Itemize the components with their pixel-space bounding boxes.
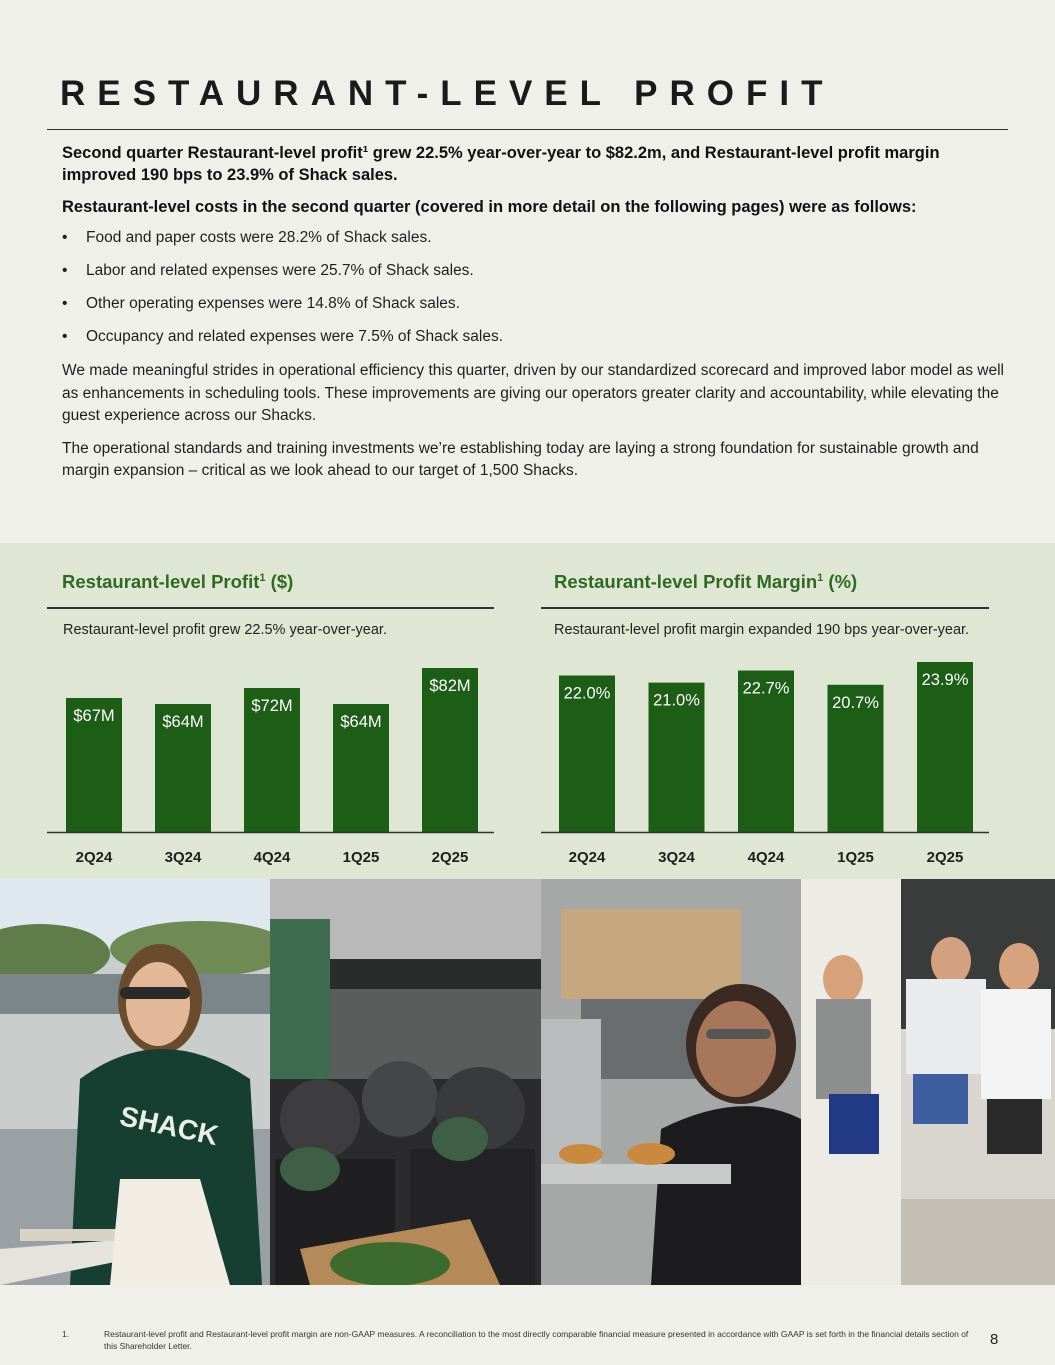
category-label: 2Q24 <box>75 849 113 866</box>
footnote-number: 1. <box>62 1329 70 1339</box>
chart-title: Restaurant-level Profit$^1$ ($) <box>62 571 294 592</box>
title-divider <box>47 129 1008 130</box>
chart-plot <box>0 543 527 879</box>
chart-margin <box>527 543 1055 879</box>
list-item: • Occupancy and related expenses were 7.5% of Shack sales. <box>62 327 1017 347</box>
category-label: 2Q25 <box>926 849 964 866</box>
footnote-text: Restaurant-level profit and Restaurant-level profit margin are non-GAAP measures. A reconciliation to the most directly comparable financial measure presented in accordance with GAAP is set forth in the financial details section of this Shareholder Letter. <box>104 1329 969 1351</box>
chart-subtitle: Restaurant-level profit grew 22.5% year-over-year. <box>63 622 387 638</box>
category-label: 1Q25 <box>342 849 380 866</box>
category-label: 2Q24 <box>568 849 606 866</box>
page-number: 8 <box>990 1331 999 1348</box>
photo-strip <box>0 879 1055 1285</box>
list-item: • Labor and related expenses were 25.7% of Shack sales. <box>62 261 1017 281</box>
photo-employee-with-tray <box>541 879 801 1285</box>
photo-kids-shakes <box>801 879 1055 1285</box>
page-title: RESTAURANT-LEVEL PROFIT <box>60 74 835 113</box>
photo-kids-shakes-image <box>801 879 1055 1285</box>
lead-paragraph-2: Restaurant-level costs in the second quarter (covered in more detail on the following pages) were as follows: <box>62 198 917 216</box>
list-item: • Food and paper costs were 28.2% of Shack sales. <box>62 228 1017 248</box>
chart-subtitle: Restaurant-level profit margin expanded 190 bps year-over-year. <box>554 622 970 638</box>
photo-employee-with-tray-image <box>541 879 801 1285</box>
chart-title: Restaurant-level Profit Margin$^1$ (%) <box>554 571 858 592</box>
data-label: 20.7% <box>832 693 879 712</box>
chart-profit <box>0 543 527 879</box>
chart-plot <box>527 543 1055 879</box>
data-label: 23.9% <box>921 671 969 689</box>
category-label: 1Q25 <box>837 849 874 866</box>
body-paragraph-1: We made meaningful strides in operational efficiency this quarter, driven by our standardized scorecard and improved labor model as well as enhancements in scheduling tools. These improvements are giving our operators greater clarity and accountability, while elevating the guest experience across our Shacks. <box>62 362 1004 424</box>
data-label: 22.0% <box>563 684 611 703</box>
data-label: $64M <box>340 713 382 731</box>
category-label: 3Q24 <box>164 849 202 866</box>
photo-employee-serving-image <box>0 879 270 1285</box>
photo-team-celebrating-image <box>270 879 541 1285</box>
data-label: $72M <box>251 697 293 715</box>
category-label: 3Q24 <box>658 849 695 866</box>
intro-section <box>62 142 1017 493</box>
svg-text:SHACK: SHACK <box>117 1100 221 1152</box>
data-label: 21.0% <box>653 691 700 710</box>
photo-employee-serving <box>0 879 270 1285</box>
photo-team-celebrating <box>270 879 541 1285</box>
category-label: 4Q24 <box>747 849 785 866</box>
category-label: 2Q25 <box>431 849 469 866</box>
data-label: $82M <box>429 677 471 695</box>
body-paragraph-2: The operational standards and training investments we’re establishing today are laying a strong foundation for sustainable growth and margin expansion – critical as we look ahead to our target of 1,500 Shacks. <box>62 439 979 479</box>
category-label: 4Q24 <box>253 849 291 866</box>
data-label: 22.7% <box>742 679 790 698</box>
cost-list <box>62 228 1017 347</box>
list-item: • Other operating expenses were 14.8% of Shack sales. <box>62 294 1017 314</box>
lead-paragraph-1: Second quarter Restaurant-level profit¹ grew 22.5% year-over-year to $82.2m, and Restaurant-level profit margin improved 190 bps to 23.9% of Shack sales. <box>62 144 940 184</box>
data-label: $67M <box>73 707 115 725</box>
charts-section <box>0 543 1055 879</box>
data-label: $64M <box>162 713 204 731</box>
